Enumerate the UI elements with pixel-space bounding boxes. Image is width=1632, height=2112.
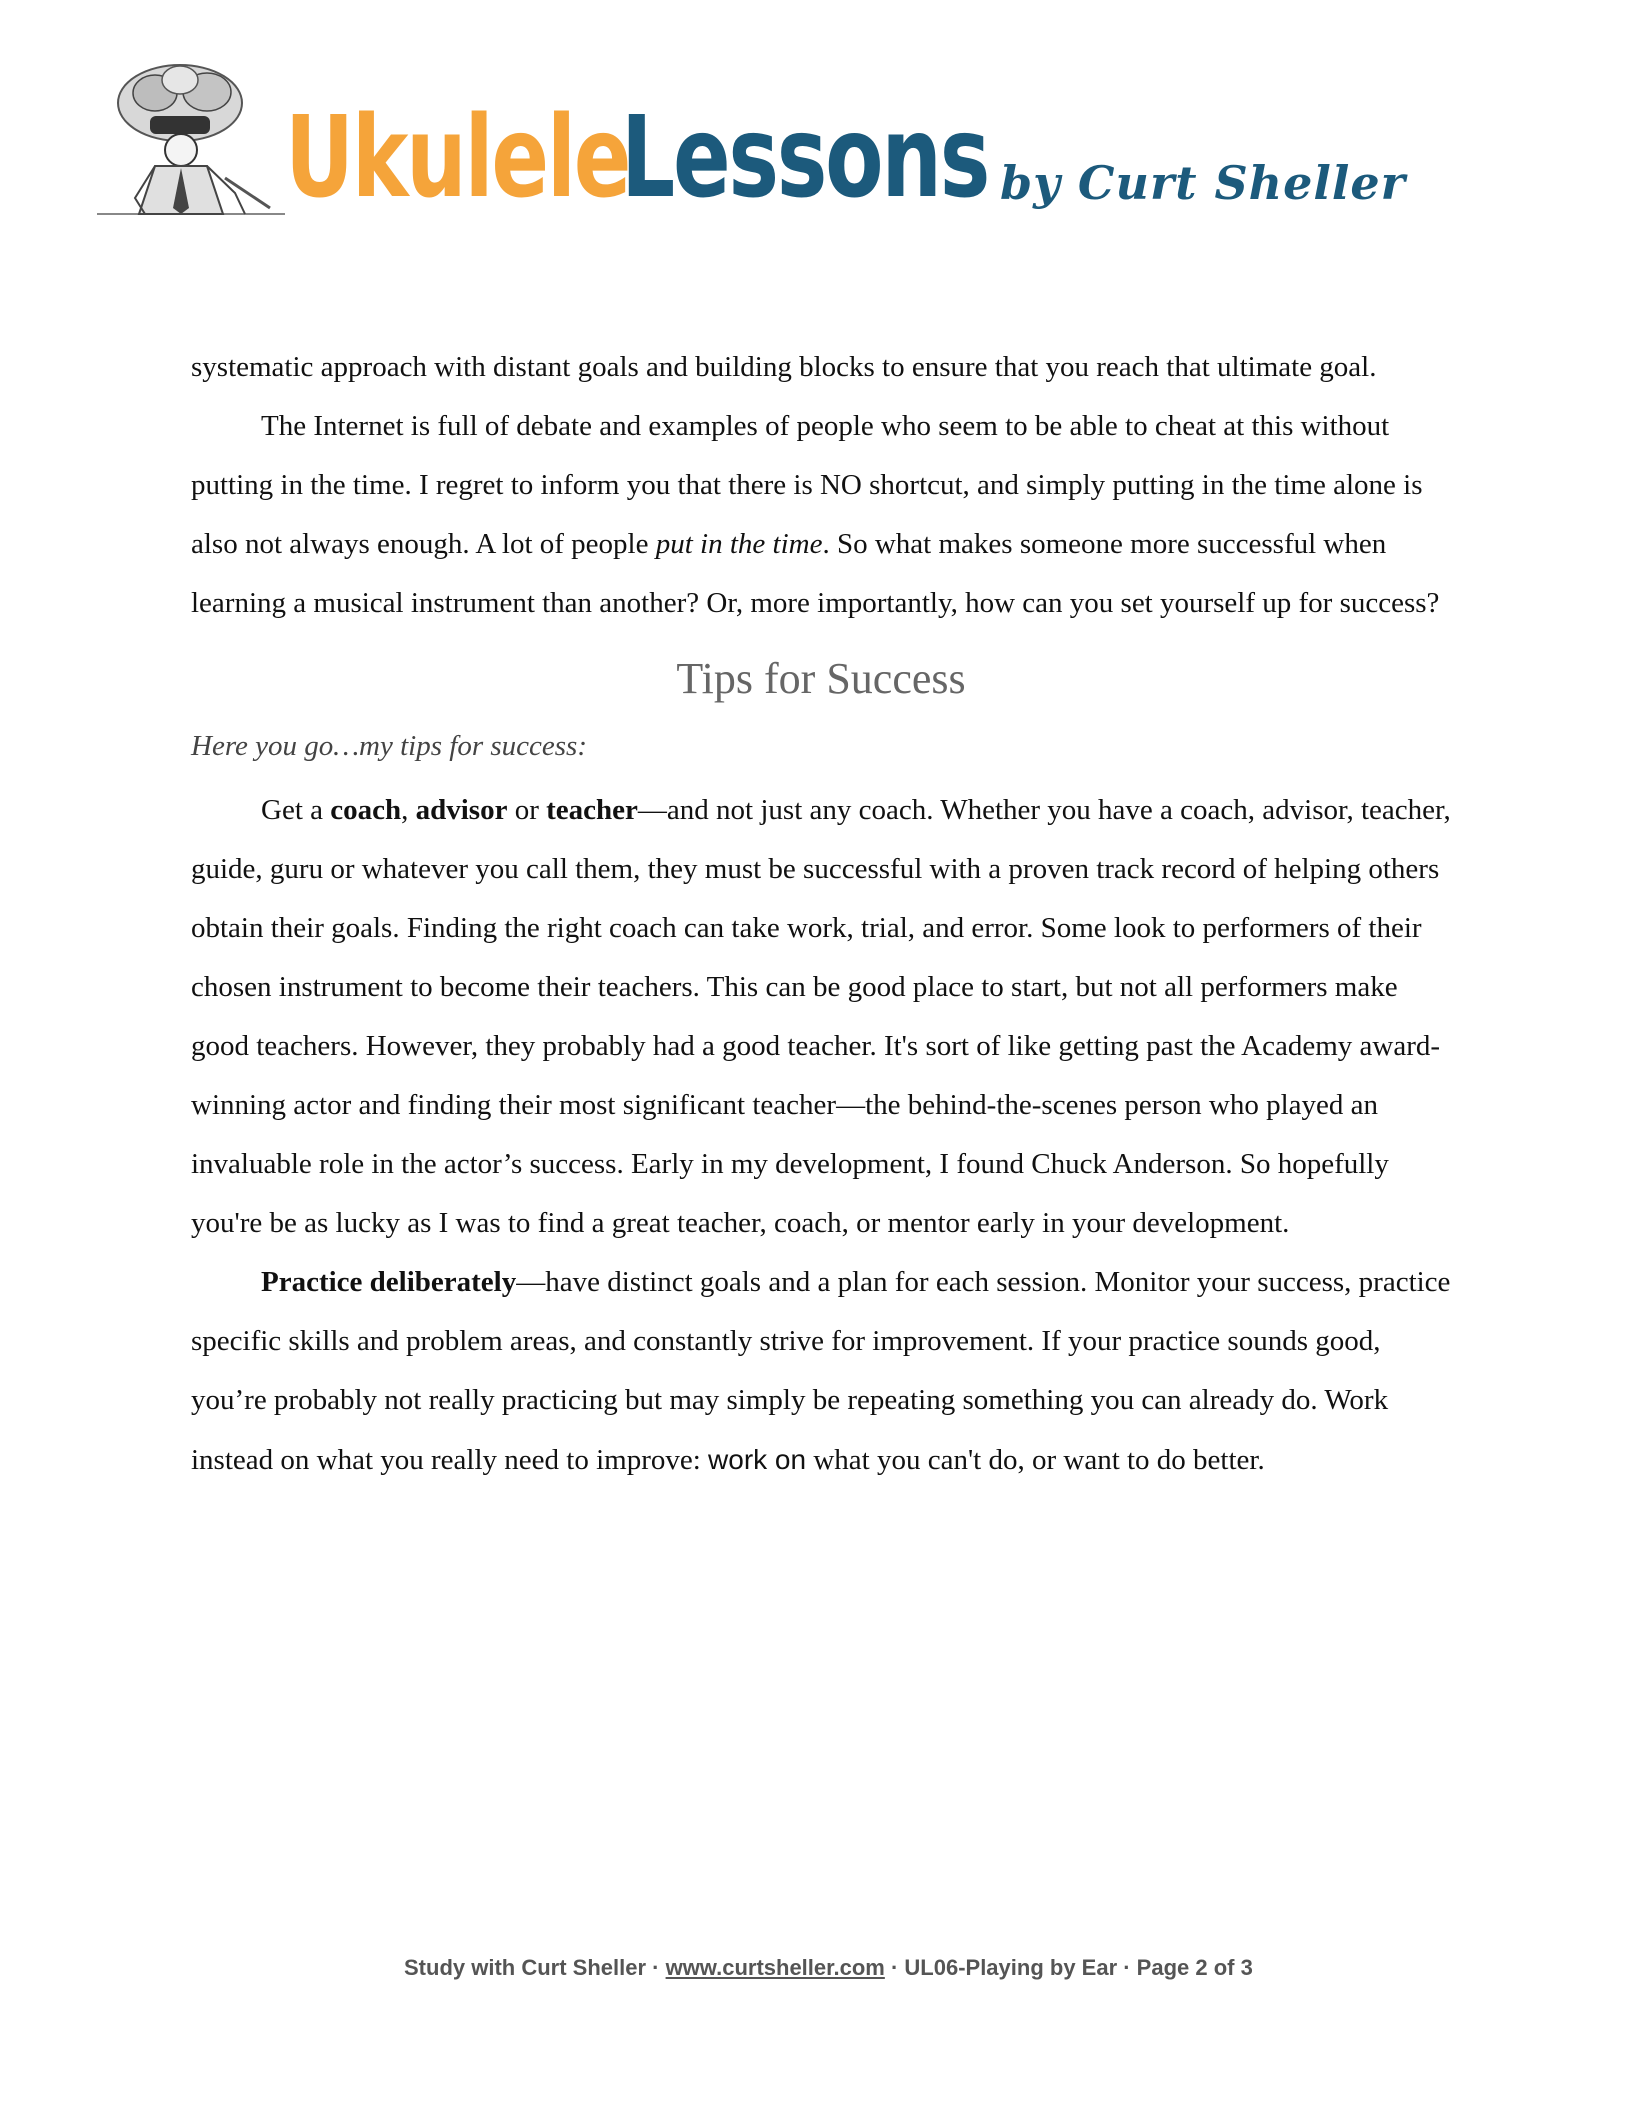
site-header [95,58,1406,258]
paragraph-practice [191,1253,1451,1490]
footer-text: Study with Curt Sheller · [404,1955,666,1980]
paragraph-continuation: systematic approach with distant goals and building blocks to ensure that you reach that ultimate goal. [191,351,1377,383]
paragraph-text: , [401,794,416,826]
intro-line: Here you go…my tips for success: [191,730,587,762]
brand-ukulele: Ukulele [285,93,630,223]
paragraph-text: Get a [261,794,331,826]
bold-teacher: teacher [546,794,638,826]
section-heading: Tips for Success [676,654,966,703]
bold-practice-deliberately: Practice deliberately [261,1266,517,1298]
paragraph-text: The Internet is full of debate and examples of people who seem to be able to cheat at this without putting in the time. I regret to inform you that there is NO shortcut, and simply putting in the time alone is also not always enough. A lot of people [191,410,1423,560]
paragraph-text: —and not just any coach. Whether you have a coach, advisor, teacher, guide, guru or whatever you call them, they must be successful with a proven track record of helping others obtain their goals. Finding the right coach can take work, trial, and error. Some look to performers of their chosen instrument to become their teachers. This can be good place to start, but not all performers make good teachers. However, they probably had a good teacher. It's sort of like getting past the Academy award-winning actor and finding their most significant teacher—the behind-the-scenes person who played an invaluable role in the actor’s success. Early in my development, I found Chuck Anderson. So hopefully you're be as lucky as I was to find a great teacher, coach, or mentor early in your development. [191,794,1451,1239]
paragraph-coach [191,781,1451,1253]
paragraph-text: what you can't do, or want to do better. [806,1444,1265,1476]
brand-lessons: Lessons [621,93,989,223]
bold-advisor: advisor [415,794,508,826]
paragraph-text: or [507,794,547,826]
paragraph-text: —have distinct goals and a plan for each session. Monitor your success, practice specific skills and problem areas, and constantly strive for improvement. If your practice sounds good, you’re probably not really practicing but may simply be repeating something you can already do. Work instead on what you really need to improve: [191,1266,1451,1476]
brand-logotype [285,93,1104,223]
footer-page-info: · UL06-Playing by Ear · Page 2 of 3 [884,1955,1253,1980]
page-footer [404,1955,1253,1981]
emphasis-put-in-time: put in the time [655,528,823,560]
paragraph-internet [191,397,1451,633]
mascot-logo-icon [95,58,295,238]
page-content [191,338,1451,1490]
footer-website-link[interactable]: www.curtsheller.com [665,1955,885,1980]
bold-coach: coach [330,794,402,826]
paragraph-text: . So what makes someone more successful when learning a musical instrument than another? Or, more importantly, how can you set yourself up for success? [191,528,1440,619]
work-on-phrase: work on [708,1444,807,1475]
brand-byline: by Curt Sheller [1000,156,1406,210]
